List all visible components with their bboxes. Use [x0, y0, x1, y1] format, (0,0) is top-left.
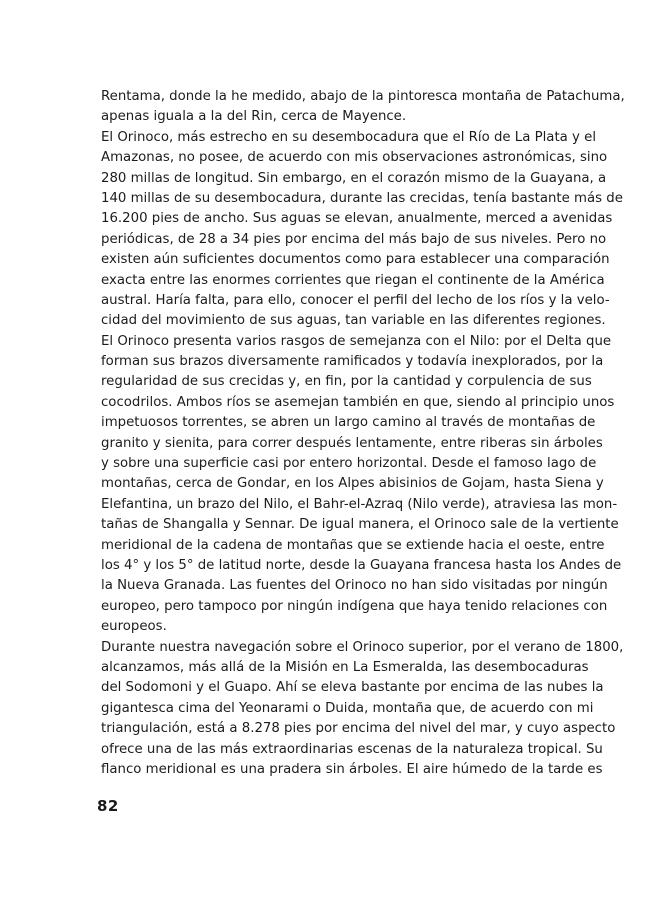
text-line: cidad del movimiento de sus aguas, tan variable en las diferentes regiones.	[101, 313, 606, 329]
text-line: flanco meridional es una pradera sin árboles. El aire húmedo de la tarde es	[101, 761, 603, 777]
text-line: impetuosos torrentes, se abren un largo camino al través de montañas de	[101, 415, 596, 431]
text-line: los 4° y los 5° de latitud norte, desde la Guayana francesa hasta los Andes de	[101, 557, 622, 573]
text-line: periódicas, de 28 a 34 pies por encima del más bajo de sus niveles. Pero no	[101, 231, 607, 247]
text-line: Durante nuestra navegación sobre el Orinoco superior, por el verano de 1800,	[101, 639, 624, 655]
text-line: del Sodomoni y el Guapo. Ahí se eleva bastante por encima de las nubes la	[101, 680, 604, 696]
text-line: apenas iguala a la del Rin, cerca de Mayence.	[101, 109, 407, 125]
page-number: 82	[97, 797, 119, 815]
text-line: 280 millas de longitud. Sin embargo, en el corazón mismo de la Guayana, a	[101, 170, 607, 186]
text-line: 140 millas de su desembocadura, durante las crecidas, tenía bastante más de	[101, 190, 623, 206]
text-line: 16.200 pies de ancho. Sus aguas se elevan, anualmente, merced a avenidas	[101, 211, 613, 227]
text-line: forman sus brazos diversamente ramificados y todavía inexplorados, por la	[101, 354, 604, 370]
text-line: meridional de la cadena de montañas que se extiende hacia el oeste, entre	[101, 537, 605, 553]
text-line: alcanzamos, más allá de la Misión en La Esmeralda, las desembocaduras	[101, 659, 589, 675]
text-line: montañas, cerca de Gondar, en los Alpes abisinios de Gojam, hasta Siena y	[101, 476, 604, 492]
text-line: europeos.	[101, 619, 167, 635]
text-line: Rentama, donde la he medido, abajo de la pintoresca montaña de Patachuma,	[101, 89, 625, 104]
text-line: y sobre una superficie casi por entero horizontal. Desde el famoso lago de	[101, 456, 597, 472]
text-line: Amazonas, no posee, de acuerdo con mis observaciones astronómicas, sino	[101, 150, 608, 166]
text-line: exacta entre las enormes corrientes que riegan el continente de la América	[101, 272, 605, 288]
text-line: El Orinoco, más estrecho en su desembocadura que el Río de La Plata y el	[101, 129, 597, 145]
text-line: triangulación, está a 8.278 pies por encima del nivel del mar, y cuyo aspecto	[101, 721, 616, 737]
text-line: tañas de Shangalla y Sennar. De igual manera, el Orinoco sale de la vertiente	[101, 517, 619, 533]
text-line: austral. Haría falta, para ello, conocer el perfil del lecho de los ríos y la velo-	[101, 292, 610, 308]
text-line: regularidad de sus crecidas y, en fin, por la cantidad y corpulencia de sus	[101, 374, 592, 390]
text-line: El Orinoco presenta varios rasgos de semejanza con el Nilo: por el Delta que	[101, 333, 612, 349]
text-line: gigantesca cima del Yeonarami o Duida, montaña que, de acuerdo con mi	[101, 700, 594, 716]
body-text	[101, 87, 625, 780]
text-line: cocodrilos. Ambos ríos se asemejan también en que, siendo al principio unos	[101, 394, 615, 410]
text-line: Elefantina, un brazo del Nilo, el Bahr-el-Azraq (Nilo verde), atraviesa las mon-	[101, 496, 618, 512]
text-line: granito y sienita, para correr después lentamente, entre riberas sin árboles	[101, 435, 603, 451]
text-line: existen aún suficientes documentos como para establecer una comparación	[101, 252, 610, 268]
text-line: europeo, pero tampoco por ningún indígena que haya tenido relaciones con	[101, 598, 608, 614]
text-line: ofrece una de las más extraordinarias escenas de la naturaleza tropical. Su	[101, 741, 603, 757]
text-line: la Nueva Granada. Las fuentes del Orinoco no han sido visitadas por ningún	[101, 578, 608, 594]
